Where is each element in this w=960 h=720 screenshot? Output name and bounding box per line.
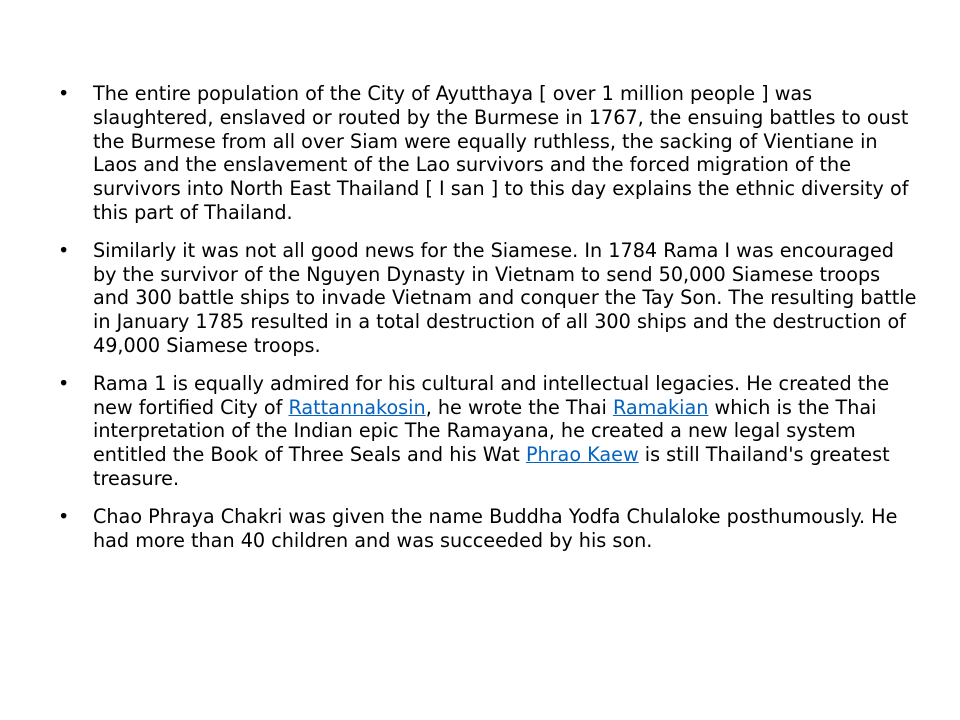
text-segment: is still Thailand's greatest treasure. — [93, 443, 890, 490]
bullet-text — [93, 82, 918, 225]
bullet-text — [93, 372, 918, 491]
bullet-marker: • — [58, 371, 70, 395]
bullet-item-vietnam-invasion — [58, 239, 918, 358]
bullet-item-ayutthaya — [58, 82, 918, 225]
text-segment: Similarly it was not all good news for the Siamese. In 1784 Rama I was encouraged by the survivor of the Nguyen Dynasty in Vietnam to send 50,000 Siamese troops and 300 battle ships to invade Vietnam and conquer the Tay Son. The resulting battle in January 1785 resulted in a total destruction of all 300 ships and the destruction of 49,000 Siamese troops. — [93, 238, 917, 357]
bullet-text — [93, 239, 918, 358]
text-segment: , he wrote the Thai — [425, 395, 613, 419]
text-segment: The entire population of the City of Ayutthaya [ over 1 million people ] was slaughtered, enslaved or routed by the Burmese in 1767, the ensuing battles to oust the Burmese from all over Siam were equally ruthless, the sacking of Vientiane in Laos and the enslavement of the Lao survivors and the forced migration of the survivors into North East Thailand [ I san ] to this day explains the ethnic diversity of this part of Thailand. — [93, 82, 909, 224]
ramakian-link[interactable]: Ramakian — [612, 395, 709, 419]
bullet-marker: • — [58, 238, 70, 262]
bullet-list — [58, 82, 918, 566]
phrao-kaew-link[interactable]: Phrao Kaew — [525, 443, 639, 467]
text-segment: which is the Thai interpretation of the Indian epic The Ramayana, he created a new legal system entitled the Book of Three Seals and his Wat — [93, 395, 877, 467]
text-segment: Chao Phraya Chakri was given the name Buddha Yodfa Chulaloke posthumously. He had more than 40 children and was succeeded by his son. — [93, 504, 898, 552]
bullet-item-cultural-legacies — [58, 372, 918, 491]
bullet-text — [93, 505, 918, 553]
text-segment: Rama 1 is equally admired for his cultural and intellectual legacies. He created the new fortified City of — [93, 371, 890, 419]
rattannakosin-link[interactable]: Rattannakosin — [288, 395, 426, 419]
bullet-marker: • — [58, 504, 70, 528]
bullet-item-chakri-posthumous — [58, 505, 918, 553]
bullet-marker: • — [58, 82, 70, 105]
